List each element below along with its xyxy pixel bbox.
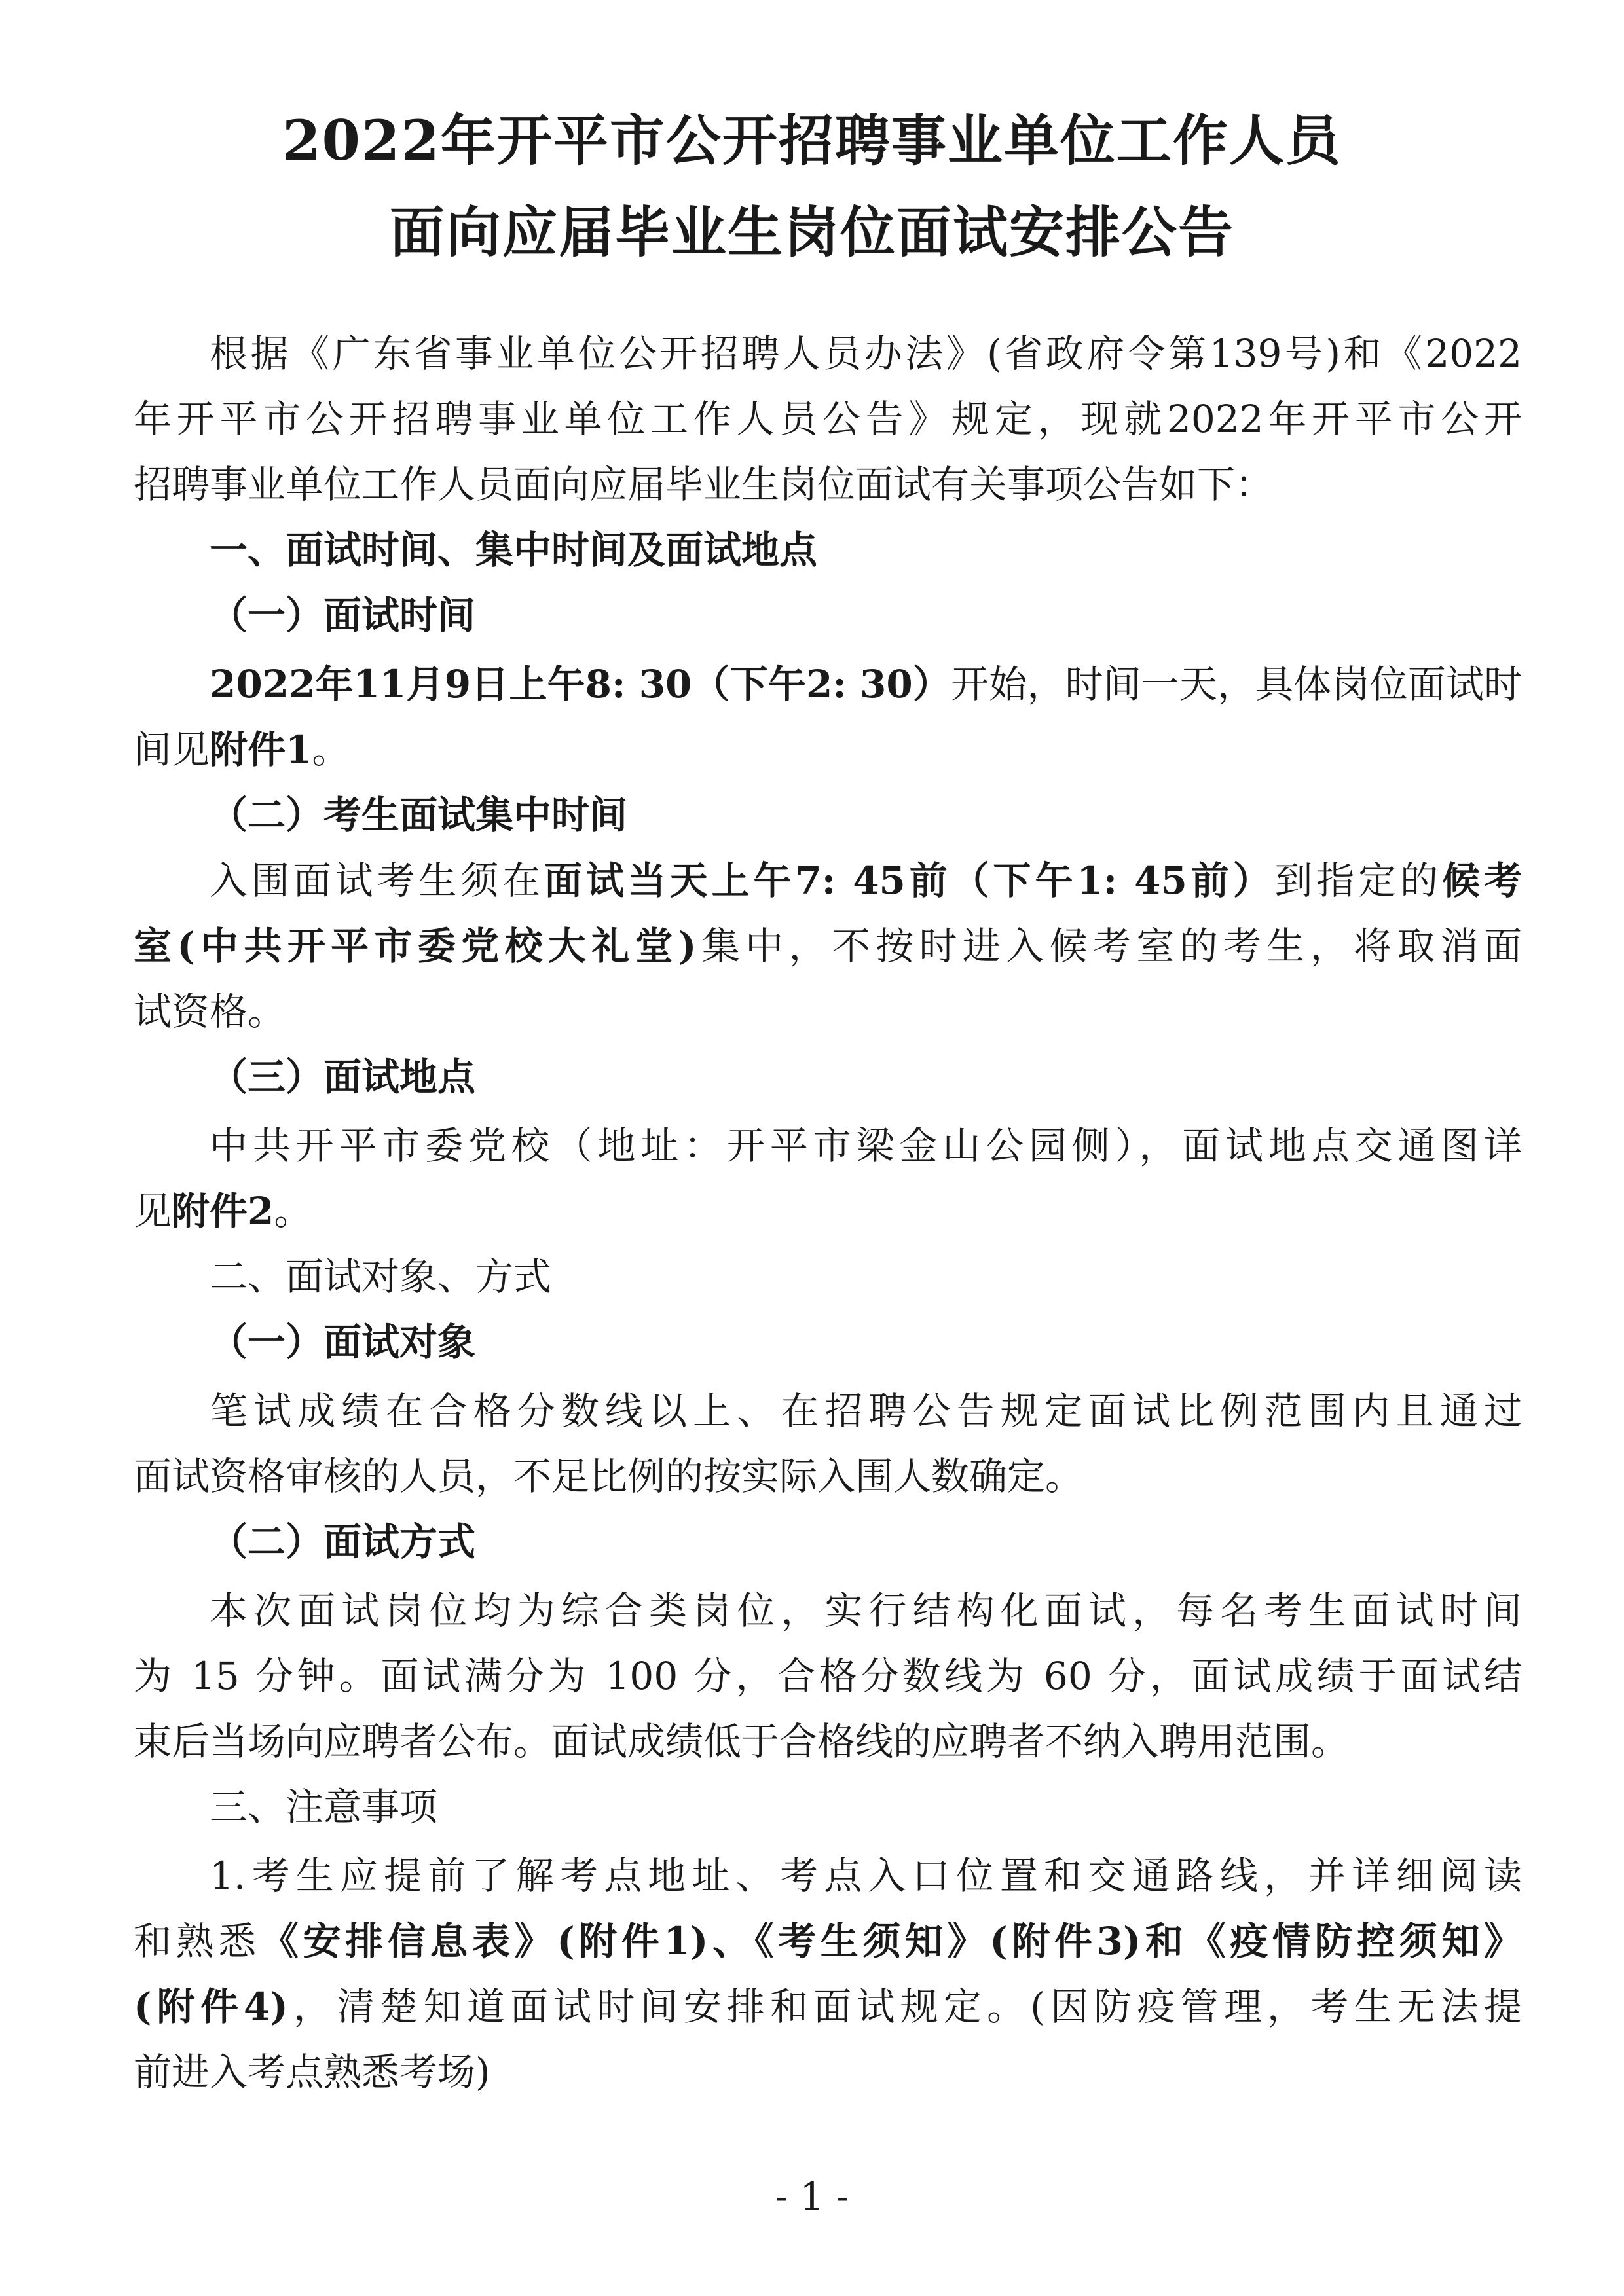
intro-line-2: 年开平市公开招聘事业单位工作人员公告》规定，现就2022年开平市公开	[134, 397, 1522, 441]
candidates-line-1: 笔试成绩在合格分数线以上、在招聘公告规定面试比例范围内且通过	[210, 1389, 1522, 1433]
notice-item-1-line-1: 1.考生应提前了解考点地址、考点入口位置和交通路线，并详细阅读	[210, 1853, 1522, 1898]
intro-line-3: 招聘事业单位工作人员面向应届毕业生岗位面试有关事项公告如下：	[134, 462, 1274, 507]
notice-item-1-line-3	[134, 1980, 1522, 2033]
text-run: 。	[274, 1189, 312, 1233]
epidemic-notice-ref: 《疫情防控须知》	[1187, 1919, 1522, 1963]
text-run: 到指定的	[1274, 858, 1443, 903]
attachment-2-ref: 附件2	[172, 1189, 274, 1233]
section-2a-heading: （一）面试对象	[210, 1320, 476, 1364]
gather-time-line-1	[210, 854, 1522, 907]
section-3-heading: 三、注意事项	[210, 1785, 438, 1829]
method-line-3: 束后当场向应聘者公布。面试成绩低于合格线的应聘者不纳入聘用范围。	[134, 1719, 1350, 1764]
interview-time-line-1	[210, 658, 1522, 710]
text-run: 集中，不按时进入候考室的考生，将取消面	[696, 924, 1522, 968]
notice-item-1-line-4: 前进入考点熟悉考场)	[134, 2050, 490, 2094]
attachment-1-ref: 附件1	[210, 727, 312, 772]
text-run: 间见	[134, 727, 210, 772]
text-run: 入围面试考生须在	[210, 858, 545, 903]
attachments-1-3-ref: 《安排信息表》(附件1)、《考生须知》(附件3)	[260, 1919, 1141, 1963]
text-run: 和熟悉	[134, 1919, 261, 1963]
gather-time-line-3: 试资格。	[134, 989, 286, 1034]
section-1-heading: 一、面试时间、集中时间及面试地点	[210, 528, 818, 572]
text-run: 见	[134, 1189, 172, 1233]
text-run: ，清楚知道面试时间安排和面试规定。(因防疫管理，考生无法提	[287, 1984, 1522, 2029]
intro-line-1: 根据《广东省事业单位公开招聘人员办法》(省政府令第139号)和《2022	[210, 331, 1522, 376]
text-run: 。	[312, 727, 350, 772]
venue-line-2	[134, 1185, 1522, 1237]
candidates-line-2: 面试资格审核的人员，不足比例的按实际入围人数确定。	[134, 1454, 1084, 1499]
waiting-room-bold: 候考	[1442, 858, 1522, 903]
venue-line-1: 中共开平市委党校（地址：开平市梁金山公园侧），面试地点交通图详	[210, 1123, 1522, 1168]
section-2b-heading: （二）面试方式	[210, 1520, 476, 1564]
method-line-2: 为 15 分钟。面试满分为 100 分，合格分数线为 60 分，面试成绩于面试结	[134, 1654, 1522, 1698]
notice-item-1-line-2	[134, 1915, 1522, 1967]
interview-date-bold: 2022年11月9日上午8: 30（下午2: 30）	[210, 662, 951, 706]
text-run: 和	[1141, 1919, 1188, 1963]
document-title-line-2: 面向应届毕业生岗位面试安排公告	[389, 200, 1234, 264]
gather-time-line-2	[134, 920, 1522, 972]
waiting-room-location-bold: 室(中共开平市委党校大礼堂)	[134, 924, 697, 968]
section-2-heading: 二、面试对象、方式	[210, 1254, 552, 1299]
section-1a-heading: （一）面试时间	[210, 593, 476, 638]
section-1c-heading: （三）面试地点	[210, 1055, 476, 1099]
interview-time-text: 开始，时间一天，具体岗位面试时	[951, 662, 1522, 706]
attachment-4-ref: (附件4)	[134, 1984, 288, 2029]
section-1b-heading: （二）考生面试集中时间	[210, 793, 628, 837]
gather-time-bold: 面试当天上午7: 45前（下午1: 45前）	[544, 858, 1275, 903]
interview-time-line-2	[134, 723, 1522, 776]
page-number: - 1 -	[775, 2174, 849, 2219]
method-line-1: 本次面试岗位均为综合类岗位，实行结构化面试，每名考生面试时间	[210, 1588, 1522, 1633]
document-title-line-1: 2022年开平市公开招聘事业单位工作人员	[282, 108, 1342, 173]
